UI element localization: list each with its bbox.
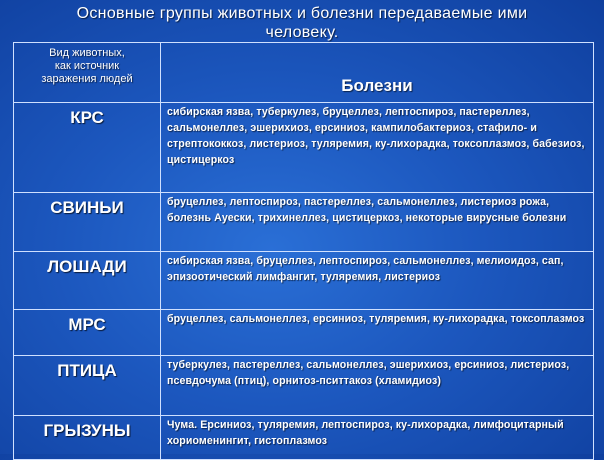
header-animal-line3: заражения людей (41, 73, 133, 85)
animal-cell: СВИНЬИ (14, 193, 161, 252)
table-row (14, 103, 594, 193)
slide-title-line1: Основные группы животных и болезни передаваемые ими (76, 5, 528, 22)
diseases-cell: бруцеллез, сальмонеллез, ерсиниоз, туляремия, ку-лихорадка, токсоплазмоз (161, 310, 594, 356)
slide-title (0, 4, 604, 42)
animal-cell: ЛОШАДИ (14, 252, 161, 310)
header-animal-line2: как источник (54, 60, 120, 72)
animal-cell: КРС (14, 103, 161, 193)
diseases-cell: сибирская язва, бруцеллез, лептоспироз, сальмонеллез, мелиоидоз, сап, эпизоотический лимфангит, туляремия, листериоз (161, 252, 594, 310)
animals-diseases-table (13, 42, 594, 460)
table-row (14, 356, 594, 416)
header-animal-source (14, 43, 161, 103)
header-animal-line1: Вид животных, (49, 47, 125, 59)
diseases-cell: сибирская язва, туберкулез, бруцеллез, лептоспироз, пастереллез, сальмонеллез, эшерихиоз, ерсиниоз, кампилобактериоз, стафило- и стрептококкоз, листериоз, туляремия, ку-лихорадка, токсоплазмоз, бабезиоз, цистицеркоз (161, 103, 594, 193)
diseases-cell: Чума. Ерсиниоз, туляремия, лептоспироз, ку-лихорадка, лимфоцитарный хориоменингит, гистоплазмоз (161, 416, 594, 460)
table-row (14, 416, 594, 460)
table-row (14, 310, 594, 356)
slide-title-line2: человеку. (265, 24, 339, 41)
diseases-cell: туберкулез, пастереллез, сальмонеллез, эшерихиоз, ерсиниоз, листериоз, псевдочума (птиц), орнитоз-пситтакоз (хламидиоз) (161, 356, 594, 416)
table-row (14, 252, 594, 310)
animal-cell: ГРЫЗУНЫ (14, 416, 161, 460)
animal-cell: МРС (14, 310, 161, 356)
animal-cell: ПТИЦА (14, 356, 161, 416)
table-header-row (14, 43, 594, 103)
table-row (14, 193, 594, 252)
diseases-cell: бруцеллез, лептоспироз, пастереллез, сальмонеллез, листериоз рожа, болезнь Ауески, трихинеллез, цистицеркоз, некоторые вирусные болезни (161, 193, 594, 252)
header-diseases: Болезни (161, 43, 594, 103)
